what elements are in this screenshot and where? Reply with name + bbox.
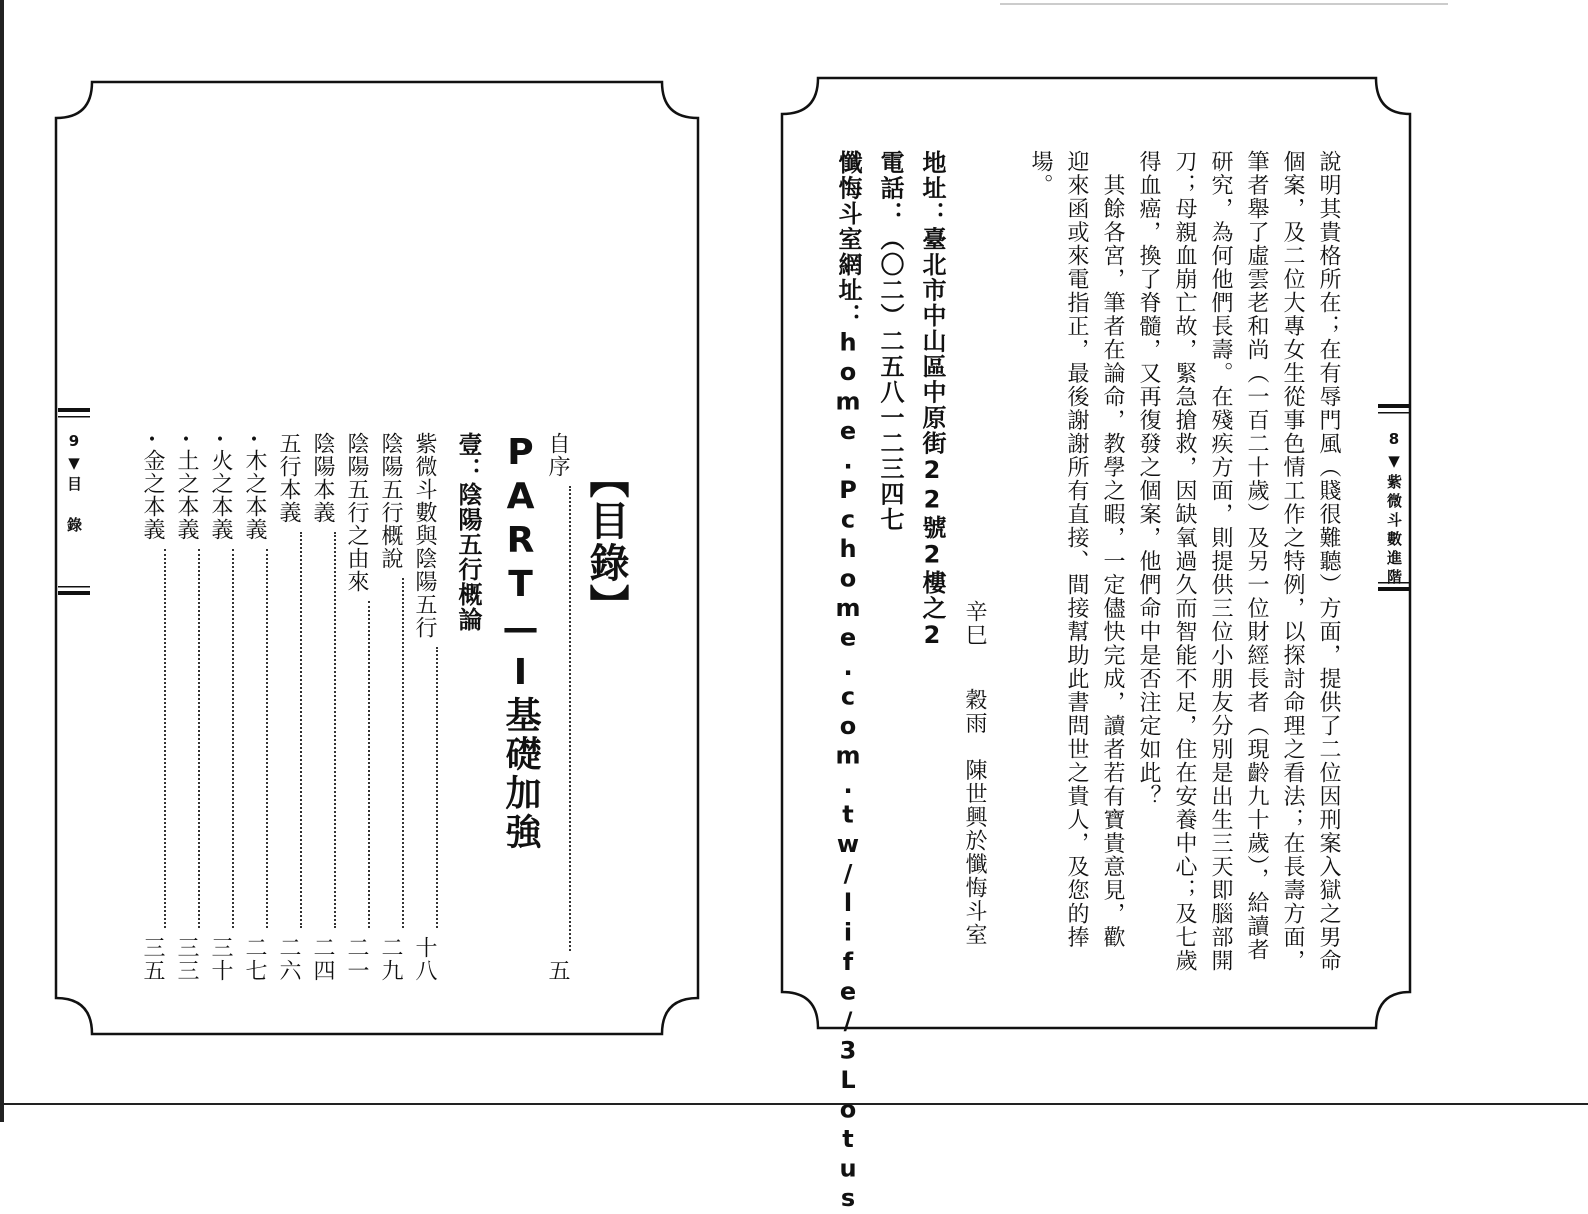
toc-entry-preface [543,432,571,982]
chapter-title: 壹：陰陽五行概論 [454,432,482,632]
toc-entry-title: 紫微斗數與陰陽五行 [412,432,437,639]
toc-bullet: • [246,432,262,449]
toc-entry-page: 三三 [174,936,199,982]
paragraph-line: 迎來函或來電指正，最後謝謝所有直接、間接幫助此書問世之貴人，及您的捧 [1064,150,1089,949]
toc-leader-dots [555,486,571,951]
contact-phone: 電話：（〇二）二五八一二三四七 [876,150,904,533]
toc-entry [410,432,438,982]
toc-leader-dots [218,549,234,928]
toc-leader-dots [184,549,200,928]
toc-entry [206,432,234,982]
toc-leader-dots [320,532,336,928]
toc-entry-page: 二六 [276,936,301,982]
toc-entry-title: 五行本義 [276,432,301,524]
part-title: PART—I基礎加強 [500,432,541,852]
paragraph-line: 個案，及二位大專女生從事色情工作之特例，以探討命理之看法；在長壽方面， [1280,150,1305,973]
contact-website: 懺悔斗室網址：home.Pchome.com.tw/life/3Lotus [834,150,862,1214]
paragraph-line: 刀；母親血崩亡故，緊急搶救，因缺氧過久而智能不足，住在安養中心；及七歲 [1172,150,1197,973]
right-page-number: 8 [1385,430,1403,452]
paragraph-line: 場。 [1028,150,1053,197]
toc-entry [376,432,404,982]
left-page-tab [64,432,85,536]
paragraph-line: 得血癌，換了脊髓，又再復發之個案，他們命中是否注定如此？ [1136,150,1161,808]
left-tab-label: 目 錄 [65,476,83,536]
toc-bullet: • [178,432,194,449]
toc-leader-dots [422,647,438,928]
toc-entry-title: 陰陽本義 [310,432,335,524]
toc-entry-title: 土之本義 [174,449,199,541]
toc-entry-title: 火之本義 [208,449,233,541]
toc-entry-title: 金之本義 [140,449,165,541]
toc-leader-dots [252,549,268,928]
toc-leader-dots [354,601,370,928]
toc-entry-page: 二一 [344,936,369,982]
toc-bullet: • [144,432,160,449]
right-page-tab [1384,430,1405,588]
toc-bullet: • [212,432,228,449]
contact-address: 地址：臺北市中山區中原街22號2樓之2 [918,150,946,651]
paragraph-line: 研究，為何他們長壽。在殘疾方面，則提供三位小朋友分別是出生三天即腦部開 [1208,150,1233,973]
signature-date: 辛巳 [962,600,987,647]
toc-entry-page: 三十 [208,936,233,982]
paragraph-line: 說明其貴格所在；在有辱門風（賤很難聽）方面，提供了二位因刑案入獄之男命 [1316,150,1341,973]
left-tab-marker: ▼ [65,454,83,476]
toc-entry-page: 三五 [140,936,165,982]
toc-entry-title: 陰陽五行之由來 [344,432,369,593]
toc-entry [172,432,200,982]
toc-leader-dots [286,532,302,928]
toc-entry [308,432,336,982]
left-page-number: 9 [65,432,83,454]
toc-entry-page: 十八 [412,936,437,982]
right-tab-label: 紫微斗數進階 [1385,474,1403,588]
toc-entry-page: 二九 [378,936,403,982]
toc-entry-page: 二四 [310,936,335,982]
toc-leader-dots [150,549,166,928]
paragraph-line: 其餘各宮，筆者在論命，教學之暇，一定儘快完成，讀者若有寶貴意見，歡 [1100,150,1125,949]
toc-entry-page: 五 [545,959,570,982]
toc-entry [240,432,268,982]
toc-entry-title: 陰陽五行概說 [378,432,403,570]
toc-leader-dots [388,578,404,928]
toc-heading: 【目錄】 [583,458,629,626]
toc-entry [138,432,166,982]
toc-entry [342,432,370,982]
toc-entry-title: 木之本義 [242,449,267,541]
toc-entry-title: 自序 [545,432,570,478]
right-tab-marker: ▼ [1385,452,1403,474]
signature-author: 穀雨 陳世興於懺悔斗室 [962,688,987,947]
paragraph-line: 筆者舉了虛雲老和尚（一百二十歲）及另一位財經長者（現齡九十歲），給讀者 [1244,150,1269,962]
toc-entry-page: 二七 [242,936,267,982]
toc-entry [274,432,302,982]
